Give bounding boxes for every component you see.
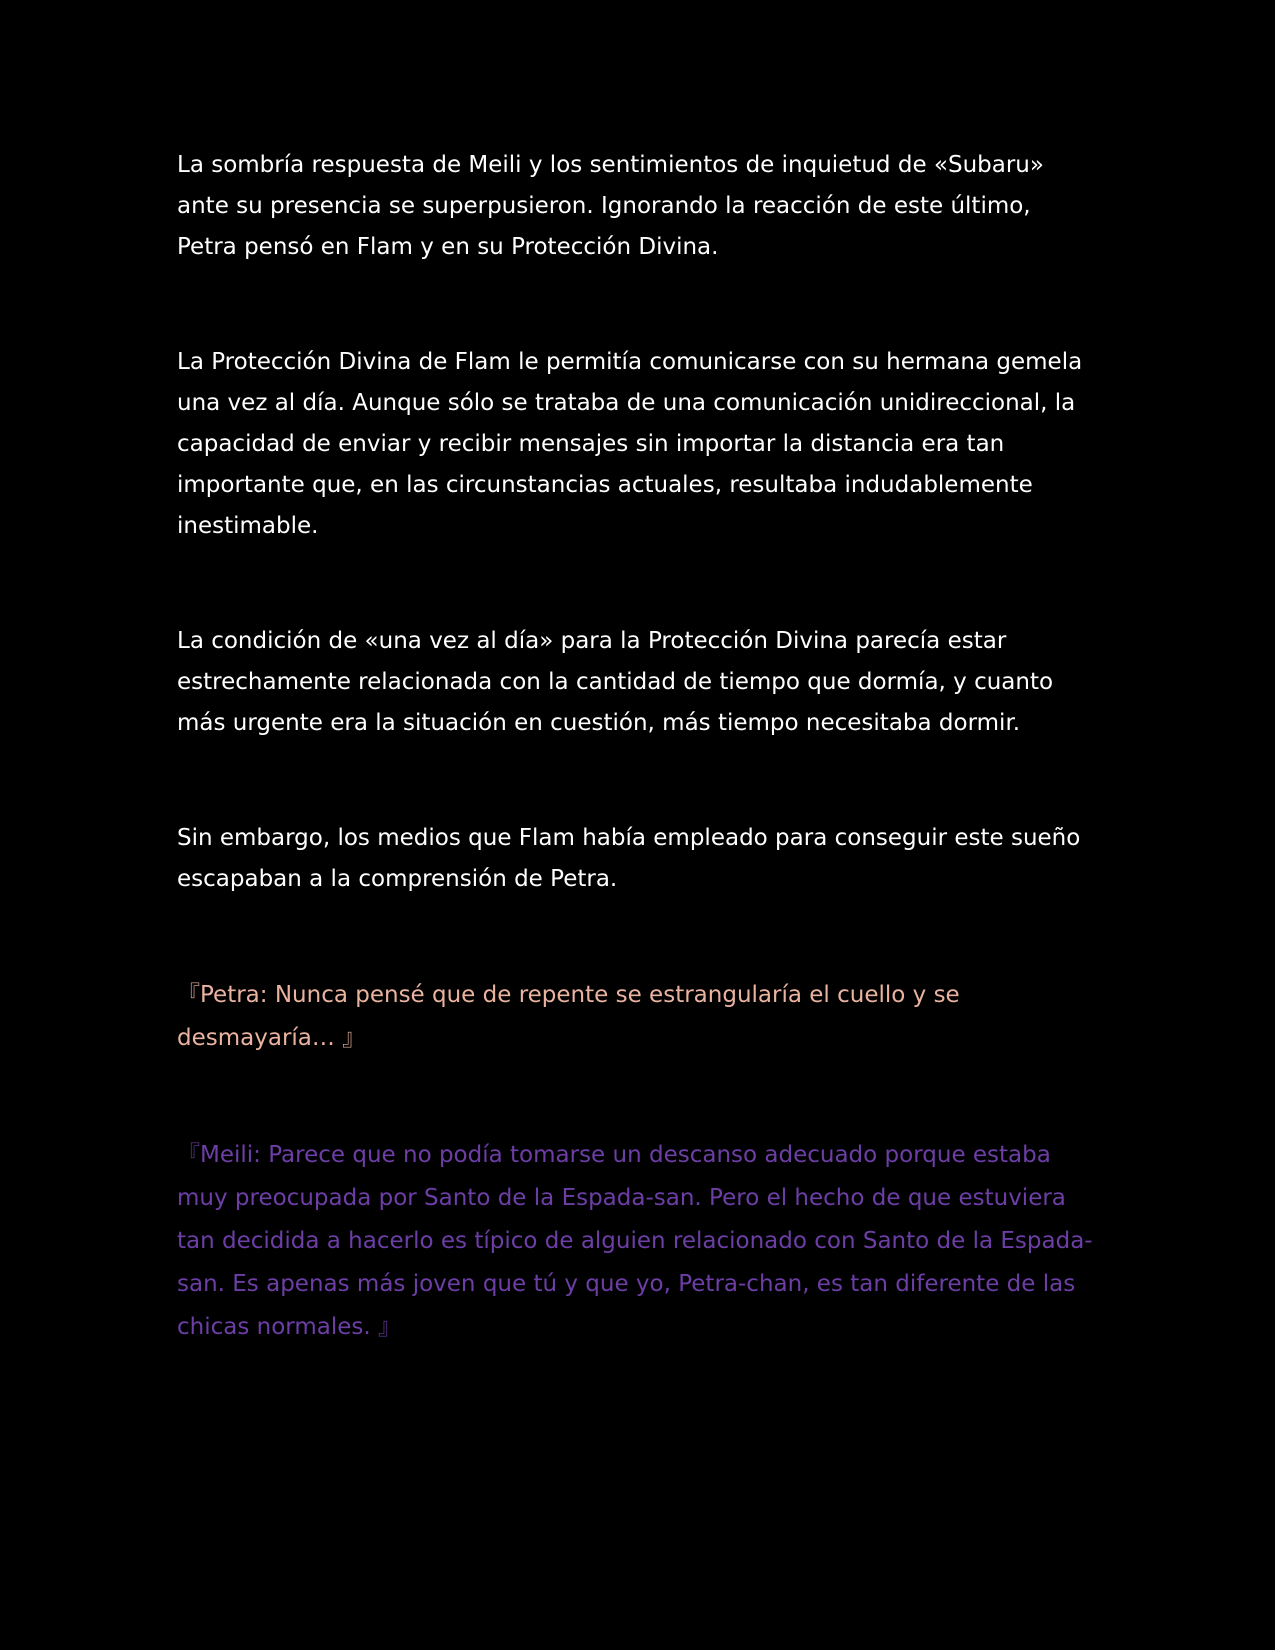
- text-column: [177, 145, 1097, 1423]
- paragraph-2: La Protección Divina de Flam le permitía comunicarse con su hermana gemela una vez al día. Aunque sólo se trataba de una comunicación unidireccional, la capacidad de enviar y recibir mensajes sin importar la distancia era tan importante que, en las circunstancias actuales, resultaba indudablemente inestimable.: [177, 349, 1083, 539]
- paragraph-4: Sin embargo, los medios que Flam había empleado para conseguir este sueño escapaban a la comprensión de Petra.: [177, 825, 1081, 892]
- dialogue-meili: 『Meili: Parece que no podía tomarse un descanso adecuado porque estaba muy preocupada por Santo de la Espada-san. Pero el hecho de que estuviera tan decidida a hacerlo es típico de alguien relacionado con Santo de la Espada-san. Es apenas más joven que tú y que yo, Petra-chan, es tan diferente de las chicas normales. 』: [177, 1142, 1093, 1340]
- dialogue-petra: 『Petra: Nunca pensé que de repente se estrangularía el cuello y se desmayaría… 』: [177, 982, 960, 1051]
- paragraph-1: La sombría respuesta de Meili y los sentimientos de inquietud de «Subaru» ante su presencia se superpusieron. Ignorando la reacción de este último, Petra pensó en Flam y en su Protección Divina.: [177, 152, 1044, 260]
- paragraph-3: La condición de «una vez al día» para la Protección Divina parecía estar estrechamente relacionada con la cantidad de tiempo que dormía, y cuanto más urgente era la situación en cuestión, más tiempo necesitaba dormir.: [177, 628, 1054, 736]
